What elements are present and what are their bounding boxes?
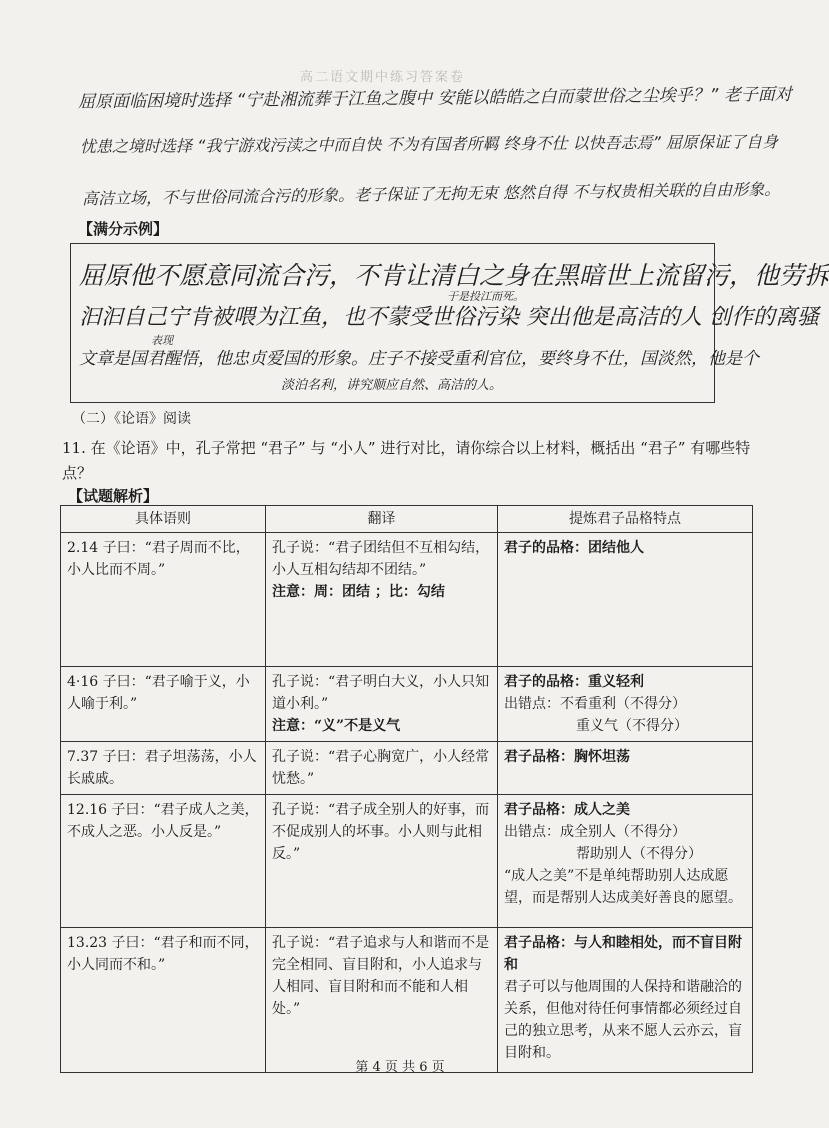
- example-note-1: 于是投江而死。: [447, 290, 524, 303]
- error-point: 重义气（不得分）: [576, 718, 688, 734]
- header-translation: 翻译: [266, 506, 498, 533]
- translation-text: 孔子说：“君子心胸宽广，小人经常忧愁。”: [272, 749, 490, 787]
- example-line-4: 淡泊名利，讲究顺应自然、高洁的人。: [281, 378, 503, 393]
- translation-note: 注意：“义”不是义气: [272, 718, 401, 734]
- handwritten-answer-line-1: 屈原面临困境时选择 “宁赴湘流葬于江鱼之腹中 安能以皓皓之白而蒙世俗之尘埃乎？” 老子面对: [77, 84, 792, 113]
- source-text: 12.16 子曰：“君子成人之美，不成人之恶。小人反是。”: [67, 802, 259, 840]
- analysis-label: 【试题解析】: [68, 487, 159, 505]
- trait-text: 君子的品格：重义轻利: [504, 674, 644, 690]
- full-score-label: 【满分示例】: [78, 220, 169, 238]
- source-text: 7.37 子曰：君子坦荡荡，小人长戚戚。: [67, 749, 257, 787]
- example-note-2: 表现: [151, 334, 173, 347]
- handwritten-answer-line-3: 高洁立场，不与世俗同流合污的形象。老子保证了无拘无束 悠然自得 不与权贵相关联的自由形象。: [81, 179, 781, 209]
- translation-text: 孔子说：“君子追求与人和谐而不是完全相同、盲目附和，小人追求与人相同、盲目附和而不能和人相处。”: [272, 935, 490, 1017]
- translation-text: 孔子说：“君子明白大义，小人只知道小利。”: [272, 674, 490, 712]
- error-point: 出错点：成全别人（不得分）: [504, 824, 686, 840]
- header-trait: 提炼君子品格特点: [498, 506, 753, 533]
- table-header-row: [61, 506, 753, 533]
- handwritten-answer-line-2: 忧患之境时选择 “我宁游戏污渎之中而自快 不为有国者所羁 终身不仕 以快吾志焉” 屈原保证了自身: [79, 132, 779, 157]
- translation-text: 孔子说：“君子团结但不互相勾结，小人互相勾结却不团结。”: [272, 540, 490, 578]
- table-row: [61, 795, 753, 928]
- question-11: 11. 在《论语》中，孔子常把 “君子” 与 “小人” 进行对比，请你综合以上材料，概括出 “君子” 有哪些特点？: [62, 439, 751, 482]
- subsection-title: （二）《论语》阅读: [72, 411, 191, 427]
- table-row: [61, 742, 753, 795]
- table-row: [61, 928, 753, 1073]
- error-point: 帮助别人（不得分）: [576, 846, 702, 862]
- trait-text: 君子品格：成人之美: [504, 802, 630, 818]
- example-line-3: 文章是国君醒悟，他忠贞爱国的形象。庄子不接受重利官位，要终身不仕，国淡然，他是个: [79, 349, 759, 369]
- explanation: “成人之美”不是单纯帮助别人达成愿望，而是帮别人达成美好善良的愿望。: [504, 868, 742, 906]
- source-text: 2.14 子曰：“君子周而不比，小人比而不周。”: [67, 540, 250, 578]
- trait-text: 君子品格：与人和睦相处，而不盲目附和: [504, 935, 742, 973]
- source-text: 4·16 子曰：“君子喻于义，小人喻于利。”: [67, 674, 250, 712]
- error-point: 出错点：不看重利（不得分）: [504, 696, 686, 712]
- trait-text: 君子品格：胸怀坦荡: [504, 749, 630, 765]
- explanation: 君子可以与他周围的人保持和谐融洽的关系，但他对待任何事情都必须经过自己的独立思考，从来不愿人云亦云，盲目附和。: [504, 979, 742, 1061]
- translation-text: 孔子说：“君子成全别人的好事，而不促成别人的坏事。小人则与此相反。”: [272, 802, 490, 862]
- translation-note: 注意：周：团结 ；比：勾结: [272, 584, 445, 600]
- full-score-example-box: [70, 243, 829, 403]
- table-row: [61, 667, 753, 742]
- example-line-1: 屈原他不愿意同流合污，不肯让清白之身在黑暗世上流留污，他劳拆: [79, 261, 829, 290]
- table-row: [61, 533, 753, 667]
- trait-text: 君子的品格：团结他人: [504, 540, 644, 556]
- analysis-table: [60, 505, 753, 1073]
- example-line-2: 汩汩自己宁肯被喂为江鱼，也不蒙受世俗污染 突出他是高洁的人 创作的离骚: [79, 305, 819, 330]
- page-number: 第 4 页 共 6 页: [355, 1060, 445, 1075]
- header-source: 具体语则: [61, 506, 266, 533]
- faded-header: 高二语文期中练习答案卷: [300, 70, 466, 85]
- source-text: 13.23 子曰：“君子和而不同，小人同而不和。”: [67, 935, 259, 973]
